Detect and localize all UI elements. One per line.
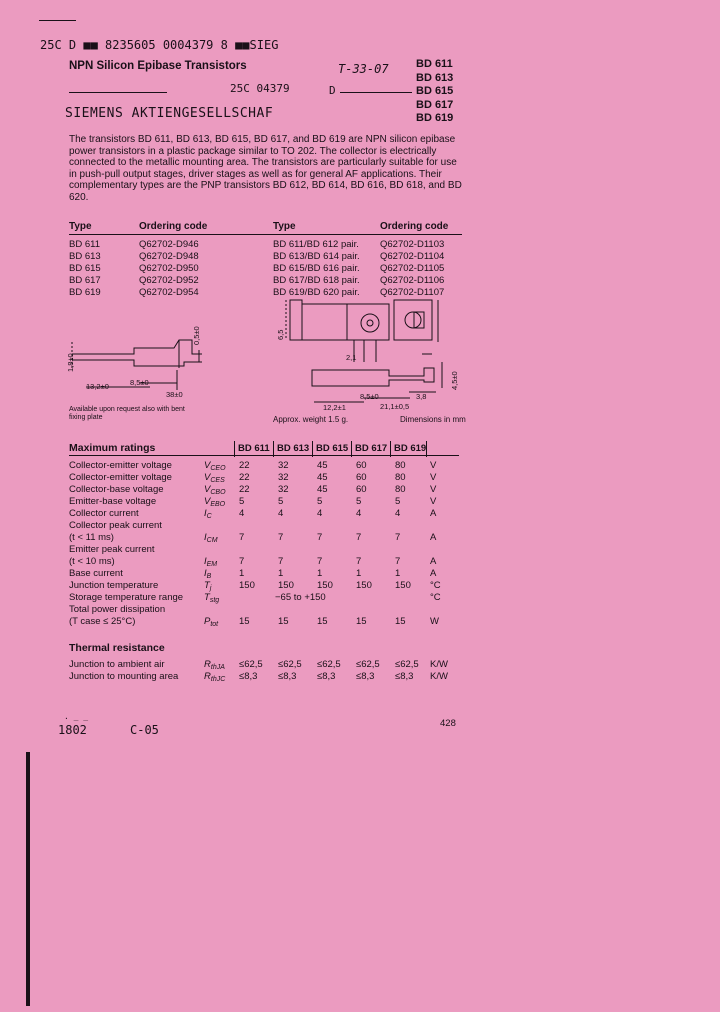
- part-number-list: [416, 58, 453, 126]
- dim-label: 8,5±0: [130, 378, 149, 387]
- thermal-value: ≤62,5: [317, 659, 341, 670]
- rating-label: Total power dissipation: [69, 604, 166, 615]
- rating-value: 32: [278, 484, 289, 495]
- rating-symbol: [204, 508, 212, 520]
- rating-unit: W: [430, 616, 439, 627]
- rating-value: 7: [317, 556, 323, 567]
- thermal-value: ≤8,3: [278, 671, 297, 682]
- ordering-code: Q62702-D946: [139, 239, 199, 250]
- dim-label: 8,5±0: [360, 392, 379, 401]
- symbol-subscript: CBO: [210, 489, 226, 496]
- rating-value: 60: [356, 460, 367, 471]
- ordering-code-pair: Q62702-D1107: [380, 287, 445, 298]
- ordering-header-type-2: Type: [273, 221, 296, 232]
- symbol-subscript: j: [209, 585, 212, 592]
- ordering-header-type-1: Type: [69, 221, 92, 232]
- rating-value: 1: [239, 568, 245, 579]
- thermal-label: Junction to ambient air: [69, 659, 165, 670]
- symbol-letter: V: [204, 496, 211, 507]
- dim-label: 2,1: [346, 353, 357, 362]
- rating-value: 1: [317, 568, 323, 579]
- stamp-date: T-33-07: [338, 62, 389, 76]
- rating-unit: V: [430, 484, 437, 495]
- ordering-type-pair: BD 611/BD 612 pair.: [273, 239, 359, 250]
- dim-label: 6,5: [276, 329, 285, 340]
- symbol-letter: V: [204, 484, 211, 495]
- symbol-subscript: CEO: [210, 465, 226, 472]
- ratings-column-divider: [351, 441, 352, 457]
- thermal-label: Junction to mounting area: [69, 671, 179, 682]
- rating-value: 15: [356, 616, 367, 627]
- ordering-type-pair: BD 615/BD 616 pair.: [273, 263, 360, 274]
- ratings-column-header: BD 619: [394, 443, 427, 454]
- symbol-letter: R: [204, 659, 211, 670]
- dim-label: 1,8±0: [66, 353, 75, 372]
- rating-value: 80: [395, 472, 406, 483]
- rating-value: 15: [317, 616, 328, 627]
- rating-value: 32: [278, 460, 289, 471]
- ordering-header-rule: [69, 234, 462, 235]
- ordering-type-pair: BD 617/BD 618 pair.: [273, 275, 360, 286]
- rating-value: 4: [239, 508, 245, 519]
- stamp-docno-suffix: D: [329, 84, 336, 97]
- symbol-subscript: stg: [209, 597, 220, 604]
- rating-value: 80: [395, 460, 406, 471]
- ratings-column-divider: [390, 441, 391, 457]
- ratings-column-divider: [273, 441, 274, 457]
- footer-code: 1802: [58, 723, 87, 737]
- rating-unit: A: [430, 508, 437, 519]
- rating-symbol: [204, 496, 225, 508]
- rating-symbol: [204, 532, 218, 544]
- scan-edge-bar: [26, 752, 30, 1006]
- rating-condition: (t < 11 ms): [69, 532, 114, 543]
- rating-unit: °C: [430, 592, 441, 603]
- rating-value: 7: [356, 532, 362, 543]
- ordering-code-pair: Q62702-D1106: [380, 275, 445, 286]
- rating-value: 150: [356, 580, 372, 591]
- thermal-value: ≤62,5: [356, 659, 380, 670]
- dim-label: 21,1±0,5: [380, 402, 410, 411]
- ordering-code-pair: Q62702-D1104: [380, 251, 445, 262]
- rating-label: Base current: [69, 568, 123, 579]
- dim-label: 38±0: [166, 390, 183, 399]
- rating-value: 7: [239, 532, 245, 543]
- rating-value: 5: [239, 496, 245, 507]
- part-number: BD 611: [416, 58, 453, 70]
- ordering-type-pair: BD 619/BD 620 pair.: [273, 287, 360, 298]
- rating-label: Emitter peak current: [69, 544, 155, 555]
- rating-value: 150: [239, 580, 255, 591]
- ordering-header-code-1: Ordering code: [139, 221, 208, 232]
- ordering-code: Q62702-D952: [139, 275, 199, 286]
- symbol-letter: I: [204, 532, 207, 543]
- caption-line: Available upon request also with bent: [69, 406, 185, 413]
- rating-label: Emitter-base voltage: [69, 496, 157, 507]
- symbol-subscript: CES: [210, 477, 225, 484]
- rating-value: 7: [395, 556, 401, 567]
- rating-label: Collector-base voltage: [69, 484, 164, 495]
- symbol-subscript: EM: [206, 561, 218, 568]
- ratings-column-divider: [234, 441, 235, 457]
- ordering-type: BD 619: [69, 287, 101, 298]
- rating-symbol: [204, 556, 217, 568]
- rating-value: 4: [395, 508, 401, 519]
- thermal-unit: K/W: [430, 671, 448, 682]
- rating-value: 4: [356, 508, 362, 519]
- rating-value-range: −65 to +150: [275, 592, 326, 603]
- rating-value: 7: [395, 532, 401, 543]
- rating-label: Collector-emitter voltage: [69, 460, 172, 471]
- rating-unit: °C: [430, 580, 441, 591]
- ordering-code-pair: Q62702-D1103: [380, 239, 445, 250]
- rating-unit: V: [430, 460, 437, 471]
- rating-symbol: [204, 472, 225, 484]
- dim-label: 4,5±0: [450, 371, 459, 390]
- thermal-value: ≤62,5: [278, 659, 302, 670]
- stamp-rule-right: [340, 92, 412, 93]
- rating-label: Storage temperature range: [69, 592, 184, 603]
- rating-unit: A: [430, 532, 437, 543]
- rating-condition: (t < 10 ms): [69, 556, 115, 567]
- ratings-column-header: BD 617: [355, 443, 388, 454]
- rating-value: 4: [278, 508, 284, 519]
- part-number: BD 617: [416, 98, 454, 111]
- ordering-type: BD 617: [69, 275, 101, 286]
- thermal-value: ≤62,5: [239, 659, 263, 670]
- rating-value: 15: [239, 616, 250, 627]
- symbol-letter: T: [204, 580, 210, 591]
- symbol-subscript: C: [206, 513, 212, 520]
- symbol-subscript: thJC: [210, 676, 226, 683]
- page-number: 428: [440, 718, 456, 729]
- symbol-letter: I: [204, 568, 207, 579]
- rating-unit: V: [430, 496, 437, 507]
- rating-label: Collector peak current: [69, 520, 162, 531]
- rating-value: 7: [356, 556, 362, 567]
- rating-value: 7: [278, 532, 284, 543]
- ratings-column-header: BD 615: [316, 443, 349, 454]
- rating-value: 7: [317, 532, 323, 543]
- ratings-column-header: BD 611: [238, 443, 270, 454]
- rating-unit: A: [430, 556, 437, 567]
- rating-value: 80: [395, 484, 406, 495]
- rating-value: 15: [395, 616, 406, 627]
- thermal-value: ≤62,5: [395, 659, 419, 670]
- stamp-docno: 25C 04379: [230, 82, 290, 95]
- rating-value: 1: [356, 568, 362, 579]
- thermal-symbol: [204, 671, 225, 683]
- symbol-subscript: tot: [210, 621, 219, 628]
- rating-value: 32: [278, 472, 289, 483]
- rating-value: 5: [278, 496, 284, 507]
- page-title: NPN Silicon Epibase Transistors: [69, 60, 247, 72]
- footer-dots: . _ _: [64, 712, 89, 721]
- part-number: BD 615: [416, 85, 454, 97]
- rating-value: 4: [317, 508, 323, 519]
- rating-symbol: [204, 616, 218, 628]
- drawing-caption-left: [69, 406, 185, 422]
- rating-value: 60: [356, 472, 367, 483]
- ratings-header-rule: [69, 455, 459, 456]
- thermal-value: ≤8,3: [356, 671, 375, 682]
- caption-line: fixing plate: [69, 414, 103, 421]
- rating-value: 150: [278, 580, 294, 591]
- rating-value: 1: [395, 568, 401, 579]
- rating-symbol: [204, 580, 211, 592]
- symbol-subscript: B: [206, 573, 212, 580]
- rating-symbol: [204, 592, 219, 604]
- thermal-title: Thermal resistance: [69, 642, 165, 654]
- thermal-value: ≤8,3: [317, 671, 336, 682]
- dimensions-note: Dimensions in mm: [400, 415, 466, 424]
- rating-value: 45: [317, 472, 328, 483]
- ratings-column-header: BD 613: [277, 443, 310, 454]
- stamp-rule-left: [69, 92, 167, 93]
- part-number: BD 619: [416, 112, 454, 124]
- ordering-type: BD 613: [69, 251, 101, 262]
- rating-condition: (T case ≤ 25°C): [69, 616, 136, 627]
- weight-note: Approx. weight 1.5 g.: [273, 415, 349, 424]
- rating-symbol: [204, 568, 211, 580]
- ratings-column-divider: [312, 441, 313, 457]
- rating-value: 15: [278, 616, 289, 627]
- rating-value: 150: [317, 580, 333, 591]
- rating-value: 5: [356, 496, 362, 507]
- ordering-header-code-2: Ordering code: [380, 221, 449, 232]
- ordering-code: Q62702-D954: [139, 287, 199, 298]
- dim-label: 0,5±0: [192, 326, 201, 345]
- thermal-value: ≤8,3: [239, 671, 258, 682]
- rating-symbol: [204, 484, 226, 496]
- symbol-letter: R: [204, 671, 211, 682]
- symbol-letter: V: [204, 472, 211, 483]
- dim-label: 13,2±0: [86, 382, 109, 391]
- rating-label: Collector-emitter voltage: [69, 472, 172, 483]
- ordering-type-pair: BD 613/BD 614 pair.: [273, 251, 360, 262]
- symbol-subscript: thJA: [210, 664, 225, 671]
- company-stamp: SIEMENS AKTIENGESELLSCHAF: [65, 106, 274, 121]
- rating-label: Collector current: [69, 508, 139, 519]
- intro-paragraph: The transistors BD 611, BD 613, BD 615, BD 617, and BD 619 are NPN silicon epibase power transistors in a plastic package similar to TO 202. The collector is electrically connected to the metallic mounting area. The transistors are particularly suitable for use in push-pull output stages, driver stages as well as for general AF applications. Their complementary types are the PNP transistors BD 612, BD 614, BD 616, BD 618, and BD 620.: [69, 134, 462, 203]
- footer-mid-code: C-05: [130, 723, 159, 737]
- symbol-letter: V: [204, 460, 211, 471]
- rating-value: 22: [239, 460, 250, 471]
- ordering-code-pair: Q62702-D1105: [380, 263, 445, 274]
- symbol-letter: I: [204, 556, 207, 567]
- rating-value: 5: [395, 496, 401, 507]
- rating-value: 60: [356, 484, 367, 495]
- dim-label: 12,2±1: [323, 403, 346, 412]
- rating-value: 45: [317, 484, 328, 495]
- rating-value: 1: [278, 568, 284, 579]
- rating-value: 7: [239, 556, 245, 567]
- dim-label: 3,8: [416, 392, 427, 401]
- symbol-subscript: EBO: [210, 501, 226, 508]
- rating-label: Junction temperature: [69, 580, 159, 591]
- part-number: BD 613: [416, 71, 454, 84]
- ordering-type: BD 615: [69, 263, 101, 274]
- symbol-letter: P: [204, 616, 211, 627]
- ratings-column-divider: [426, 441, 427, 457]
- rating-value: 7: [278, 556, 284, 567]
- ordering-code: Q62702-D950: [139, 263, 199, 274]
- stamp-line: 25C D ■■ 8235605 0004379 8 ■■SIEG: [40, 38, 279, 52]
- rating-value: 22: [239, 484, 250, 495]
- scan-mark: [39, 20, 76, 21]
- rating-value: 5: [317, 496, 323, 507]
- rating-unit: V: [430, 472, 437, 483]
- symbol-letter: T: [204, 592, 210, 603]
- thermal-unit: K/W: [430, 659, 448, 670]
- thermal-value: ≤8,3: [395, 671, 414, 682]
- rating-unit: A: [430, 568, 437, 579]
- symbol-subscript: CM: [206, 537, 218, 544]
- max-ratings-title: Maximum ratings: [69, 442, 156, 454]
- ordering-type: BD 611: [69, 239, 100, 250]
- symbol-letter: I: [204, 508, 207, 519]
- rating-value: 150: [395, 580, 411, 591]
- rating-symbol: [204, 460, 226, 472]
- ordering-code: Q62702-D948: [139, 251, 199, 262]
- thermal-symbol: [204, 659, 225, 671]
- rating-value: 45: [317, 460, 328, 471]
- rating-value: 22: [239, 472, 250, 483]
